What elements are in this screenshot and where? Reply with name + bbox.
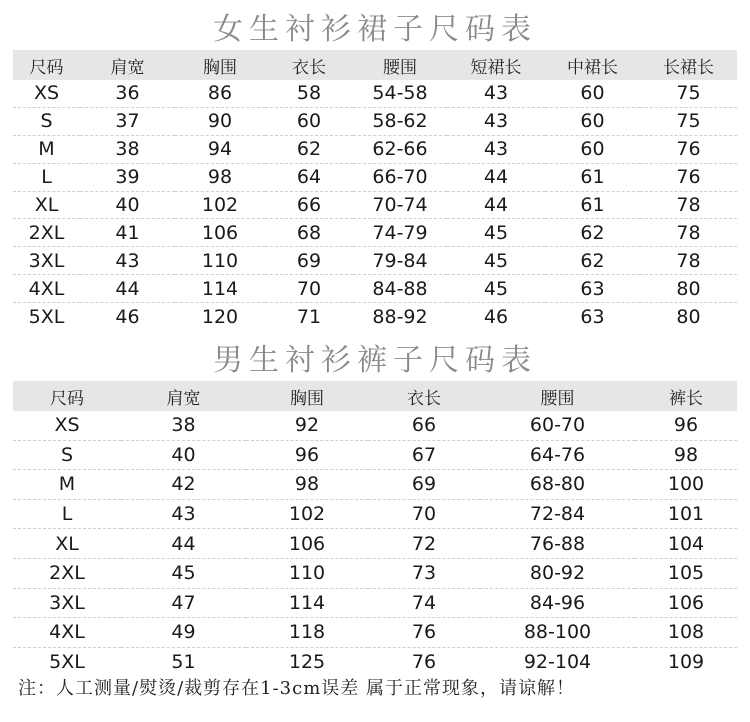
size-label-cell: 3XL [13, 588, 121, 618]
measurement-note: 注：人工测量/熨烫/裁剪存在1-3cm误差 属于正常现象，请谅解！ [18, 678, 575, 699]
measurement-cell: 66 [265, 191, 353, 219]
size-label-cell: 5XL [49, 651, 85, 674]
measurement-cell: 98 [175, 163, 265, 191]
table-row [13, 303, 737, 330]
measurement-cell: 98 [635, 440, 737, 470]
measurement-cell: 44 [447, 163, 545, 191]
table-header-row [13, 381, 737, 411]
measurement-cell: 61 [545, 163, 640, 191]
measurement-cell: 108 [635, 618, 737, 648]
measurement-cell: 100 [635, 470, 737, 500]
measurement-cell: 74 [368, 588, 480, 618]
women-size-chart-title: 女生衬衫裙子尺码表 [213, 12, 537, 47]
measurement-cell: 101 [635, 499, 737, 529]
size-label-cell: XS [13, 411, 121, 440]
measurement-cell: 109 [667, 651, 705, 674]
men-size-table [13, 381, 737, 676]
measurement-cell: 90 [175, 107, 265, 135]
column-header: 中裙长 [545, 50, 640, 80]
measurement-cell: 105 [635, 558, 737, 588]
measurement-cell: 45 [447, 219, 545, 247]
size-label-cell: 4XL [13, 275, 80, 303]
measurement-cell: 114 [246, 588, 368, 618]
table-row [13, 470, 737, 500]
measurement-cell: 78 [640, 191, 737, 219]
measurement-cell: 102 [246, 499, 368, 529]
measurement-cell: 92 [246, 411, 368, 440]
measurement-cell: 80 [676, 305, 701, 328]
column-header: 腰围 [353, 50, 447, 80]
measurement-cell: 92-104 [523, 651, 592, 674]
measurement-cell: 76 [411, 651, 437, 674]
measurement-cell: 46 [483, 305, 509, 328]
column-header: 长裙长 [640, 50, 737, 80]
size-label-cell: XL [13, 529, 121, 559]
measurement-cell: 64 [265, 163, 353, 191]
measurement-cell: 54-58 [353, 80, 447, 107]
measurement-cell: 73 [368, 558, 480, 588]
measurement-cell: 68 [265, 219, 353, 247]
measurement-cell: 60 [265, 107, 353, 135]
size-label-cell: M [13, 470, 121, 500]
size-label-cell: 5XL [28, 305, 65, 328]
measurement-cell: 76 [640, 135, 737, 163]
measurement-cell: 43 [447, 80, 545, 107]
size-label-cell: XL [13, 191, 80, 219]
table-row [13, 247, 737, 275]
measurement-cell: 47 [121, 588, 246, 618]
measurement-cell: 40 [121, 440, 246, 470]
table-row [13, 135, 737, 163]
table-row [13, 618, 737, 648]
table-row [13, 411, 737, 440]
measurement-cell: 68-80 [480, 470, 635, 500]
measurement-cell: 86 [175, 80, 265, 107]
measurement-cell: 45 [447, 275, 545, 303]
measurement-cell: 51 [171, 651, 196, 674]
measurement-cell: 80-92 [480, 558, 635, 588]
measurement-cell: 38 [121, 411, 246, 440]
size-label-cell: S [13, 107, 80, 135]
measurement-cell: 125 [288, 651, 326, 674]
size-label-cell: 2XL [13, 558, 121, 588]
measurement-cell: 67 [368, 440, 480, 470]
column-header: 腰围 [480, 381, 635, 411]
measurement-cell: 75 [640, 107, 737, 135]
measurement-cell: 40 [80, 191, 175, 219]
measurement-cell: 39 [80, 163, 175, 191]
size-label-cell: 3XL [13, 247, 80, 275]
column-header: 胸围 [246, 381, 368, 411]
table-row [13, 219, 737, 247]
measurement-cell: 62-66 [353, 135, 447, 163]
measurement-cell: 69 [368, 470, 480, 500]
table-row [13, 588, 737, 618]
measurement-cell: 70 [265, 275, 353, 303]
table-header-row [13, 50, 737, 80]
measurement-cell: 70 [368, 499, 480, 529]
measurement-cell: 102 [175, 191, 265, 219]
measurement-cell: 71 [296, 305, 322, 328]
measurement-cell: 84-88 [353, 275, 447, 303]
women-size-table [13, 50, 737, 330]
measurement-cell: 46 [115, 305, 140, 328]
column-header: 短裙长 [447, 50, 545, 80]
measurement-cell: 37 [80, 107, 175, 135]
measurement-cell: 75 [640, 80, 737, 107]
measurement-cell: 118 [246, 618, 368, 648]
column-header: 尺码 [13, 50, 80, 80]
measurement-cell: 76-88 [480, 529, 635, 559]
measurement-cell: 60 [545, 80, 640, 107]
measurement-cell: 98 [246, 470, 368, 500]
measurement-cell: 79-84 [353, 247, 447, 275]
measurement-cell: 78 [640, 219, 737, 247]
measurement-cell: 110 [175, 247, 265, 275]
measurement-cell: 110 [246, 558, 368, 588]
measurement-cell: 88-92 [372, 305, 428, 328]
measurement-cell: 66-70 [353, 163, 447, 191]
table-row [13, 275, 737, 303]
measurement-cell: 62 [265, 135, 353, 163]
measurement-cell: 84-96 [480, 588, 635, 618]
table-row [13, 163, 737, 191]
size-label-cell: L [13, 163, 80, 191]
column-header: 衣长 [368, 381, 480, 411]
measurement-cell: 43 [121, 499, 246, 529]
measurement-cell: 60-70 [480, 411, 635, 440]
men-size-chart-title: 男生衬衫裤子尺码表 [213, 343, 537, 378]
measurement-cell: 74-79 [353, 219, 447, 247]
table-row [13, 191, 737, 219]
measurement-cell: 66 [368, 411, 480, 440]
measurement-cell: 88-100 [480, 618, 635, 648]
column-header: 肩宽 [80, 50, 175, 80]
column-header: 肩宽 [121, 381, 246, 411]
size-label-cell: S [13, 440, 121, 470]
measurement-cell: 69 [265, 247, 353, 275]
measurement-cell: 94 [175, 135, 265, 163]
measurement-cell: 63 [545, 275, 640, 303]
measurement-cell: 64-76 [480, 440, 635, 470]
column-header: 裤长 [635, 381, 737, 411]
measurement-cell: 76 [640, 163, 737, 191]
measurement-cell: 72-84 [480, 499, 635, 529]
measurement-cell: 36 [80, 80, 175, 107]
measurement-cell: 120 [201, 305, 239, 328]
measurement-cell: 61 [545, 191, 640, 219]
table-row [13, 647, 737, 676]
measurement-cell: 49 [121, 618, 246, 648]
measurement-cell: 62 [545, 247, 640, 275]
measurement-cell: 70-74 [353, 191, 447, 219]
measurement-cell: 104 [635, 529, 737, 559]
measurement-cell: 72 [368, 529, 480, 559]
column-header: 尺码 [13, 381, 121, 411]
size-label-cell: XS [13, 80, 80, 107]
size-label-cell: 4XL [13, 618, 121, 648]
table-row [13, 529, 737, 559]
table-row [13, 80, 737, 107]
measurement-cell: 42 [121, 470, 246, 500]
measurement-cell: 78 [640, 247, 737, 275]
measurement-cell: 63 [580, 305, 605, 328]
table-row [13, 499, 737, 529]
table-row [13, 107, 737, 135]
measurement-cell: 106 [635, 588, 737, 618]
measurement-cell: 43 [447, 107, 545, 135]
measurement-cell: 43 [80, 247, 175, 275]
size-label-cell: 2XL [13, 219, 80, 247]
measurement-cell: 58-62 [353, 107, 447, 135]
measurement-cell: 43 [447, 135, 545, 163]
column-header: 衣长 [265, 50, 353, 80]
measurement-cell: 114 [175, 275, 265, 303]
measurement-cell: 44 [447, 191, 545, 219]
measurement-cell: 41 [80, 219, 175, 247]
measurement-cell: 96 [635, 411, 737, 440]
measurement-cell: 80 [640, 275, 737, 303]
measurement-cell: 38 [80, 135, 175, 163]
measurement-cell: 76 [368, 618, 480, 648]
size-label-cell: M [13, 135, 80, 163]
measurement-cell: 45 [447, 247, 545, 275]
measurement-cell: 44 [121, 529, 246, 559]
measurement-cell: 62 [545, 219, 640, 247]
measurement-cell: 44 [80, 275, 175, 303]
measurement-cell: 106 [175, 219, 265, 247]
table-row [13, 440, 737, 470]
size-label-cell: L [13, 499, 121, 529]
measurement-cell: 60 [545, 107, 640, 135]
table-row [13, 558, 737, 588]
measurement-cell: 106 [246, 529, 368, 559]
measurement-cell: 96 [246, 440, 368, 470]
measurement-cell: 60 [545, 135, 640, 163]
column-header: 胸围 [175, 50, 265, 80]
measurement-cell: 58 [265, 80, 353, 107]
measurement-cell: 45 [121, 558, 246, 588]
